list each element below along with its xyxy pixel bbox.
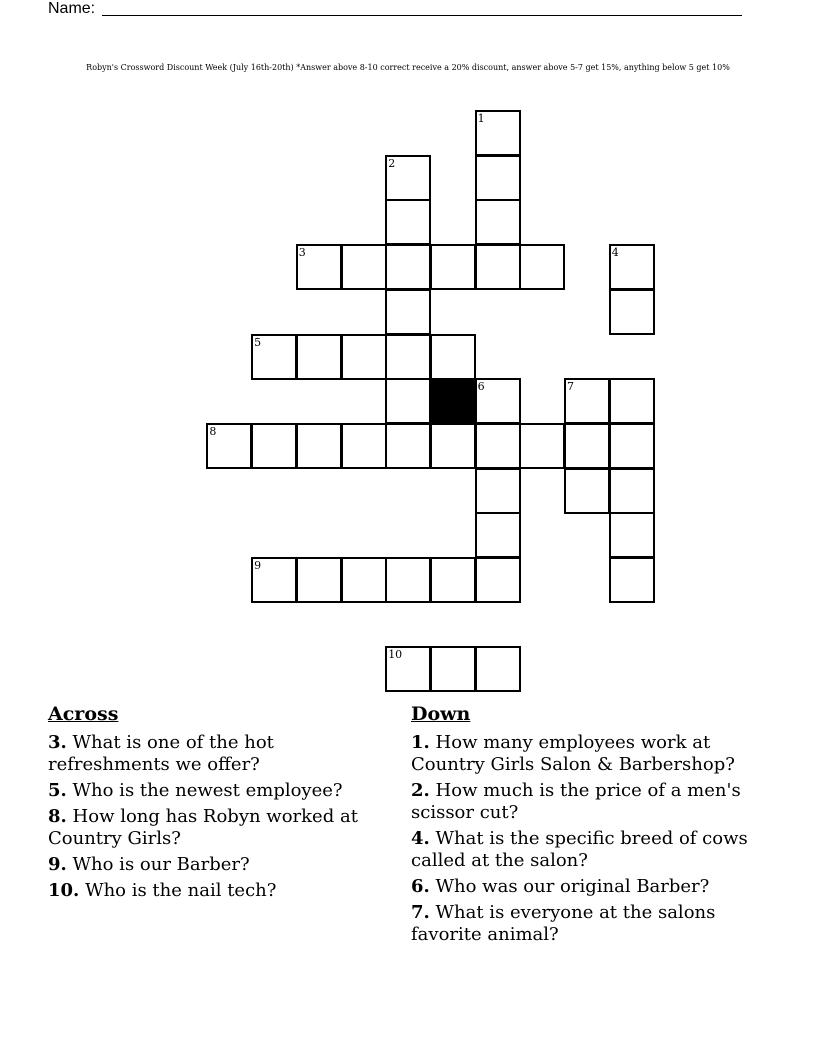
answer-cell[interactable]: [251, 423, 297, 469]
clue-number-label: 2: [388, 156, 396, 170]
answer-cell[interactable]: [430, 646, 476, 692]
answer-cell[interactable]: [430, 557, 476, 603]
answer-cell[interactable]: [609, 423, 655, 469]
answer-cell[interactable]: [385, 557, 431, 603]
clue-number: 2.: [411, 780, 430, 801]
answer-cell[interactable]: [296, 557, 342, 603]
answer-cell[interactable]: [475, 423, 521, 469]
answer-cell[interactable]: [475, 110, 521, 156]
answer-cell[interactable]: [475, 646, 521, 692]
name-label: Name:: [48, 0, 96, 17]
answer-cell[interactable]: [609, 244, 655, 290]
answer-cell[interactable]: [296, 334, 342, 380]
across-clue: [48, 854, 388, 876]
answer-cell[interactable]: [341, 423, 387, 469]
clue-number: 6.: [411, 876, 430, 897]
answer-cell[interactable]: [609, 468, 655, 514]
clue-text: How much is the price of a men's scissor cut?: [411, 780, 741, 823]
clue-number-label: 7: [567, 380, 574, 394]
down-clue: [411, 902, 786, 946]
answer-cell[interactable]: [385, 423, 431, 469]
clue-number: 1.: [411, 732, 430, 753]
clue-number: 7.: [411, 902, 430, 923]
answer-cell[interactable]: [251, 557, 297, 603]
clue-text: Who was our original Barber?: [435, 876, 710, 897]
answer-cell[interactable]: [475, 468, 521, 514]
answer-cell[interactable]: [609, 512, 655, 558]
answer-cell[interactable]: [385, 289, 431, 335]
answer-cell[interactable]: [341, 334, 387, 380]
answer-cell[interactable]: [385, 155, 431, 201]
clue-number: 8.: [48, 806, 67, 827]
clue-number: 3.: [48, 732, 67, 753]
answer-cell[interactable]: [341, 244, 387, 290]
across-clue: [48, 880, 388, 902]
down-clue: [411, 780, 786, 824]
clue-number-label: 5: [254, 335, 262, 349]
answer-cell[interactable]: [519, 244, 565, 290]
clue-number-label: 4: [611, 246, 619, 260]
down-clue: [411, 828, 786, 872]
answer-cell[interactable]: [385, 646, 431, 692]
clue-number: 10.: [48, 880, 80, 901]
answer-cell[interactable]: [609, 378, 655, 424]
answer-cell[interactable]: [609, 557, 655, 603]
across-clue: [48, 780, 388, 802]
clue-number-label: 3: [298, 246, 306, 260]
clue-text: Who is the nail tech?: [85, 880, 277, 901]
answer-cell[interactable]: [475, 244, 521, 290]
across-clues: [48, 702, 388, 906]
answer-cell[interactable]: [564, 468, 610, 514]
answer-cell[interactable]: [475, 155, 521, 201]
clue-number: 5.: [48, 780, 67, 801]
answer-cell[interactable]: [564, 378, 610, 424]
clue-number: 4.: [411, 828, 430, 849]
clue-text: What is the specific breed of cows called at the salon?: [411, 828, 748, 871]
down-heading: Down: [411, 703, 471, 725]
clue-text: What is one of the hot refreshments we offer?: [48, 732, 274, 775]
discount-subtitle: Robyn's Crossword Discount Week (July 16th-20th) *Answer above 8-10 correct receive a 20% discount, answer above 5-7 get 15%, anything below 5 get 10%: [86, 63, 730, 72]
answer-cell[interactable]: [206, 423, 252, 469]
across-heading: Across: [48, 703, 119, 725]
blocked-cell: [430, 378, 476, 424]
across-clue: [48, 732, 388, 776]
answer-cell[interactable]: [341, 557, 387, 603]
answer-cell[interactable]: [609, 289, 655, 335]
across-clue: [48, 806, 388, 850]
down-clue: [411, 732, 786, 776]
down-clues: [411, 702, 786, 950]
answer-cell[interactable]: [430, 334, 476, 380]
clue-text: Who is the newest employee?: [72, 780, 343, 801]
answer-cell[interactable]: [251, 334, 297, 380]
answer-cell[interactable]: [385, 244, 431, 290]
clue-text: What is everyone at the salons favorite animal?: [411, 902, 716, 945]
answer-cell[interactable]: [296, 244, 342, 290]
answer-cell[interactable]: [385, 199, 431, 245]
answer-cell[interactable]: [475, 557, 521, 603]
answer-cell[interactable]: [296, 423, 342, 469]
answer-cell[interactable]: [385, 378, 431, 424]
down-clue: [411, 876, 786, 898]
clue-number-label: 6: [477, 380, 485, 394]
clue-text: How many employees work at Country Girls Salon & Barbershop?: [411, 732, 735, 775]
clue-text: How long has Robyn worked at Country Girls?: [48, 806, 358, 849]
clue-number: 9.: [48, 854, 67, 875]
answer-cell[interactable]: [519, 423, 565, 469]
answer-cell[interactable]: [385, 334, 431, 380]
answer-cell[interactable]: [430, 244, 476, 290]
answer-cell[interactable]: [564, 423, 610, 469]
clue-number-label: 1: [477, 112, 485, 125]
clue-number-label: 9: [254, 559, 262, 572]
answer-cell[interactable]: [475, 378, 521, 424]
clue-text: Who is our Barber?: [72, 854, 250, 875]
answer-cell[interactable]: [430, 423, 476, 469]
clue-number-label: 10: [388, 648, 403, 662]
clue-number-label: 8: [209, 424, 217, 438]
answer-cell[interactable]: [475, 512, 521, 558]
answer-cell[interactable]: [475, 199, 521, 245]
